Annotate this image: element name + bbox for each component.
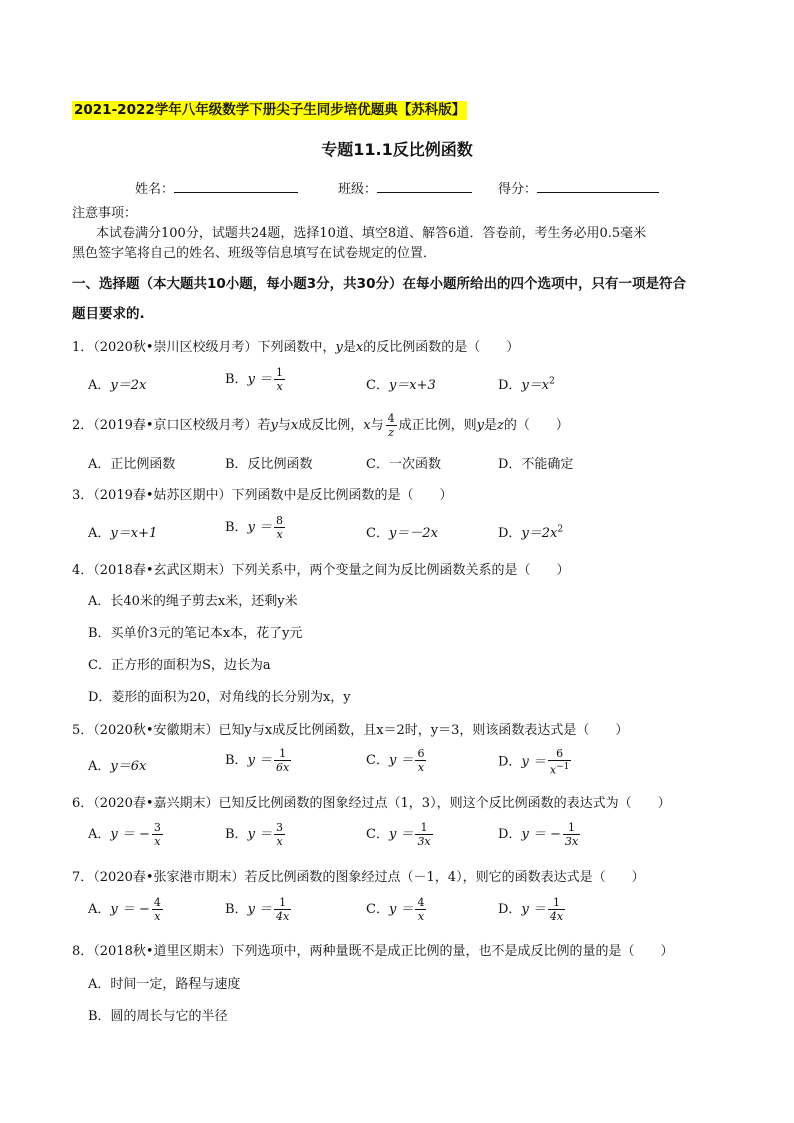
question-6-stem: 6．（2020春•嘉兴期末）已知反比例函数的图象经过点（1，3），则这个反比例函数的表达式为（ ）: [72, 796, 671, 811]
q6-b-num: 3: [276, 821, 284, 834]
name-field: [135, 178, 298, 197]
notes-line-2: 黑色签字笔将自己的姓名、班级等信息填写在试卷规定的位置．: [72, 246, 437, 261]
q5-b-den: 6x: [276, 761, 290, 774]
q5-a-value: y＝6x: [110, 759, 147, 774]
q1-b-fraction: [274, 366, 285, 393]
score-field: [498, 178, 659, 197]
q6-c-den: 3x: [417, 835, 431, 848]
q5-option-c[interactable]: [366, 747, 428, 774]
question-4-stem: 4．（2018春•玄武区期末）下列关系中，两个变量之间为反比例函数关系的是（ ）: [72, 563, 570, 578]
q7-option-d[interactable]: [498, 896, 567, 923]
q6-b-label: B．: [225, 827, 248, 842]
q7-d-den: 4x: [549, 910, 564, 923]
class-field: [338, 178, 472, 197]
q6-b-fraction: [274, 821, 285, 848]
q5-c-fraction: [415, 747, 426, 774]
q6-option-d[interactable]: [498, 821, 582, 848]
q7-a-lhs: y ＝ −: [110, 902, 150, 917]
q4-option-c[interactable]: C．正方形的面积为S，边长为a: [88, 658, 271, 673]
q5-option-a[interactable]: [88, 755, 146, 774]
question-3-stem: 3．（2019春•姑苏区期中）下列函数中是反比例函数的是（ ）: [72, 488, 453, 503]
q5-d-label: D．: [498, 754, 522, 770]
q1-c-value: y＝x+3: [388, 378, 436, 393]
notes-line-1: 本试卷满分100分，试题共24题，选择10道、填空8道、解答6道．答卷前，考生务必用0.5毫米: [96, 226, 647, 241]
q7-c-lhs: y ＝: [388, 902, 414, 917]
q2-option-b[interactable]: B．反比例函数: [225, 457, 313, 472]
q2-v4: y: [476, 418, 484, 433]
q1-b-num: 1: [276, 366, 284, 379]
q7-c-den: x: [415, 909, 426, 923]
q2-option-a[interactable]: A．正比例函数: [88, 457, 176, 472]
q5-d-den-wrap: [548, 760, 572, 777]
q1-b-lhs: y ＝: [247, 372, 273, 387]
q6-a-num: 3: [153, 821, 161, 834]
q5-b-label: B．: [225, 753, 248, 768]
q2-f-den: z: [386, 425, 397, 439]
q2-v1: y: [270, 418, 278, 433]
section-heading-1: 一、选择题（本大题共10小题，每小题3分，共30分）在每小题所给出的四个选项中，只有一项是符合: [72, 276, 686, 292]
q2-f-num: 4: [387, 412, 395, 425]
q3-option-c[interactable]: [366, 522, 438, 541]
q1-var-y: y: [335, 340, 343, 355]
q8-option-b[interactable]: B．圆的周长与它的半径: [88, 1009, 228, 1024]
name-blank[interactable]: [174, 180, 298, 193]
q5-d-sup: −1: [556, 762, 570, 772]
q1-d-label: D．: [498, 378, 522, 393]
q3-c-label: C．: [366, 526, 389, 541]
q1-option-d[interactable]: [498, 374, 555, 393]
q4-option-d[interactable]: D．菱形的面积为20，对角线的长分别为x，y: [88, 690, 351, 705]
q7-a-fraction: [152, 896, 163, 923]
q2-m4: 成正比例，则: [398, 418, 477, 433]
q4-option-b[interactable]: B．买单价3元的笔记本x本，花了y元: [88, 626, 303, 641]
q1-d-value: y＝x: [521, 378, 550, 393]
q6-c-fraction: [415, 821, 432, 848]
q1-b-den: x: [274, 379, 285, 393]
notes-heading: 注意事项：: [72, 206, 138, 221]
q7-a-label: A．: [88, 902, 111, 917]
q5-d-den: x: [549, 763, 557, 777]
q3-b-den: x: [274, 527, 285, 541]
score-blank[interactable]: [537, 180, 659, 193]
q3-a-label: A．: [88, 526, 111, 541]
q3-d-label: D．: [498, 526, 522, 541]
q6-option-c[interactable]: [366, 821, 435, 848]
q6-c-lhs: y ＝: [388, 827, 414, 842]
q1-a-value: y＝2x: [110, 378, 147, 393]
q7-b-den: 4x: [276, 910, 290, 923]
q2-m3: 与: [370, 418, 384, 433]
q6-d-den: 3x: [564, 835, 579, 848]
q2-fraction: [386, 412, 397, 439]
q6-b-den: x: [274, 834, 285, 848]
q7-b-lhs: y ＝: [247, 902, 273, 917]
score-label: 得分：: [498, 182, 538, 197]
q3-option-a[interactable]: [88, 522, 157, 541]
name-label: 姓名：: [135, 182, 175, 197]
q8-option-a[interactable]: A．时间一定，路程与速度: [88, 977, 241, 992]
q5-d-fraction: [548, 747, 572, 777]
q3-b-num: 8: [276, 514, 284, 527]
q5-d-num: 6: [556, 747, 564, 760]
q7-option-b[interactable]: [225, 896, 293, 923]
q2-m5: 是: [484, 418, 498, 433]
q1-a-label: A．: [88, 378, 111, 393]
q3-c-value: y＝－2x: [388, 526, 438, 541]
q6-a-lhs: y ＝ −: [110, 827, 150, 842]
q6-a-fraction: [152, 821, 163, 848]
q5-b-lhs: y ＝: [247, 753, 273, 768]
q5-b-num: 1: [279, 747, 287, 760]
q7-a-num: 4: [153, 896, 161, 909]
question-8-stem: 8．（2018秋•道里区期末）下列选项中，两种量既不是成正比例的量，也不是成反比例的量的是（ ）: [72, 944, 674, 959]
q3-a-value: y＝x+1: [110, 526, 158, 541]
series-banner: 2021-2022学年八年级数学下册尖子生同步培优题典【苏科版】: [74, 102, 466, 118]
q3-option-b[interactable]: [225, 514, 287, 541]
q3-d-sup: 2: [557, 524, 564, 535]
q1-c-label: C．: [366, 378, 389, 393]
q2-m1: 与: [277, 418, 291, 433]
q5-c-lhs: y ＝: [388, 753, 414, 768]
q7-c-num: 4: [417, 896, 425, 909]
q5-b-fraction: [274, 747, 291, 774]
q7-d-fraction: [548, 896, 565, 923]
question-1-stem: [72, 336, 519, 355]
q1-stem-b: 的反比例函数的是（ ）: [363, 340, 520, 355]
q1-mid: 是: [342, 340, 356, 355]
q2-option-c[interactable]: C．一次函数: [366, 457, 441, 472]
q6-d-label: D．: [498, 827, 522, 842]
q6-option-a[interactable]: [88, 821, 165, 848]
q7-c-label: C．: [366, 902, 389, 917]
q7-c-fraction: [415, 896, 426, 923]
q2-stem-b: 的（ ）: [503, 418, 569, 433]
q7-option-c[interactable]: [366, 896, 428, 923]
page-title: 专题11.1反比例函数: [321, 140, 473, 159]
question-5-stem: 5．（2020秋•安徽期末）已知y与x成反比例函数，且x＝2时，y＝3，则该函数表达式是（ ）: [72, 723, 629, 738]
q4-option-a[interactable]: A．长40米的绳子剪去x米，还剩y米: [88, 594, 298, 609]
q3-option-d[interactable]: [498, 522, 563, 541]
q6-option-b[interactable]: [225, 821, 287, 848]
q3-b-fraction: [274, 514, 285, 541]
q6-c-num: 1: [420, 821, 428, 834]
q7-b-fraction: [274, 896, 291, 923]
q2-stem-a: 2．（2019春•京口区校级月考）若: [72, 418, 271, 433]
q3-d-value: y＝2x: [521, 526, 558, 541]
q7-a-den: x: [152, 909, 163, 923]
q5-c-den: x: [415, 760, 426, 774]
q1-option-a[interactable]: [88, 374, 146, 393]
q2-option-d[interactable]: D．不能确定: [498, 457, 574, 472]
q1-var-x: x: [355, 340, 364, 355]
q5-option-d[interactable]: [498, 747, 573, 777]
q5-c-label: C．: [366, 753, 389, 768]
q6-d-num: 1: [568, 821, 576, 834]
q6-d-fraction: [563, 821, 580, 848]
q2-m2: 成反比例，: [298, 418, 364, 433]
q6-c-label: C．: [366, 827, 389, 842]
q1-option-c[interactable]: [366, 374, 436, 393]
q2-v3: x: [363, 418, 371, 433]
q2-v2: x: [290, 418, 299, 433]
q7-d-label: D．: [498, 902, 522, 917]
class-label: 班级：: [338, 182, 378, 197]
q3-b-lhs: y ＝: [247, 520, 273, 535]
section-heading-2: 题目要求的.: [72, 306, 145, 322]
q6-a-label: A．: [88, 827, 111, 842]
q1-d-sup: 2: [549, 376, 555, 387]
q2-v5: z: [497, 418, 504, 433]
q6-b-lhs: y ＝: [247, 827, 273, 842]
q3-b-label: B．: [225, 520, 248, 535]
q6-d-lhs: y ＝ −: [521, 827, 561, 842]
q7-option-a[interactable]: [88, 896, 165, 923]
q7-d-lhs: y ＝: [521, 902, 546, 917]
q1-stem-a: 1．（2020秋•崇川区校级月考）下列函数中，: [72, 340, 336, 355]
question-7-stem: 7．（2020春•张家港市期末）若反比例函数的图象经过点（－1，4），则它的函数表达式是（ ）: [72, 870, 645, 885]
q1-option-b[interactable]: [225, 366, 287, 393]
q6-a-den: x: [152, 834, 163, 848]
q5-a-label: A．: [88, 759, 111, 774]
question-2-stem: [72, 412, 569, 439]
q5-d-lhs: y ＝: [521, 754, 546, 770]
q7-b-num: 1: [279, 896, 287, 909]
q5-option-b[interactable]: [225, 747, 293, 774]
q7-b-label: B．: [225, 902, 248, 917]
q7-d-num: 1: [553, 896, 561, 909]
class-blank[interactable]: [377, 180, 472, 193]
q1-b-label: B．: [225, 372, 248, 387]
q5-c-num: 6: [417, 747, 425, 760]
